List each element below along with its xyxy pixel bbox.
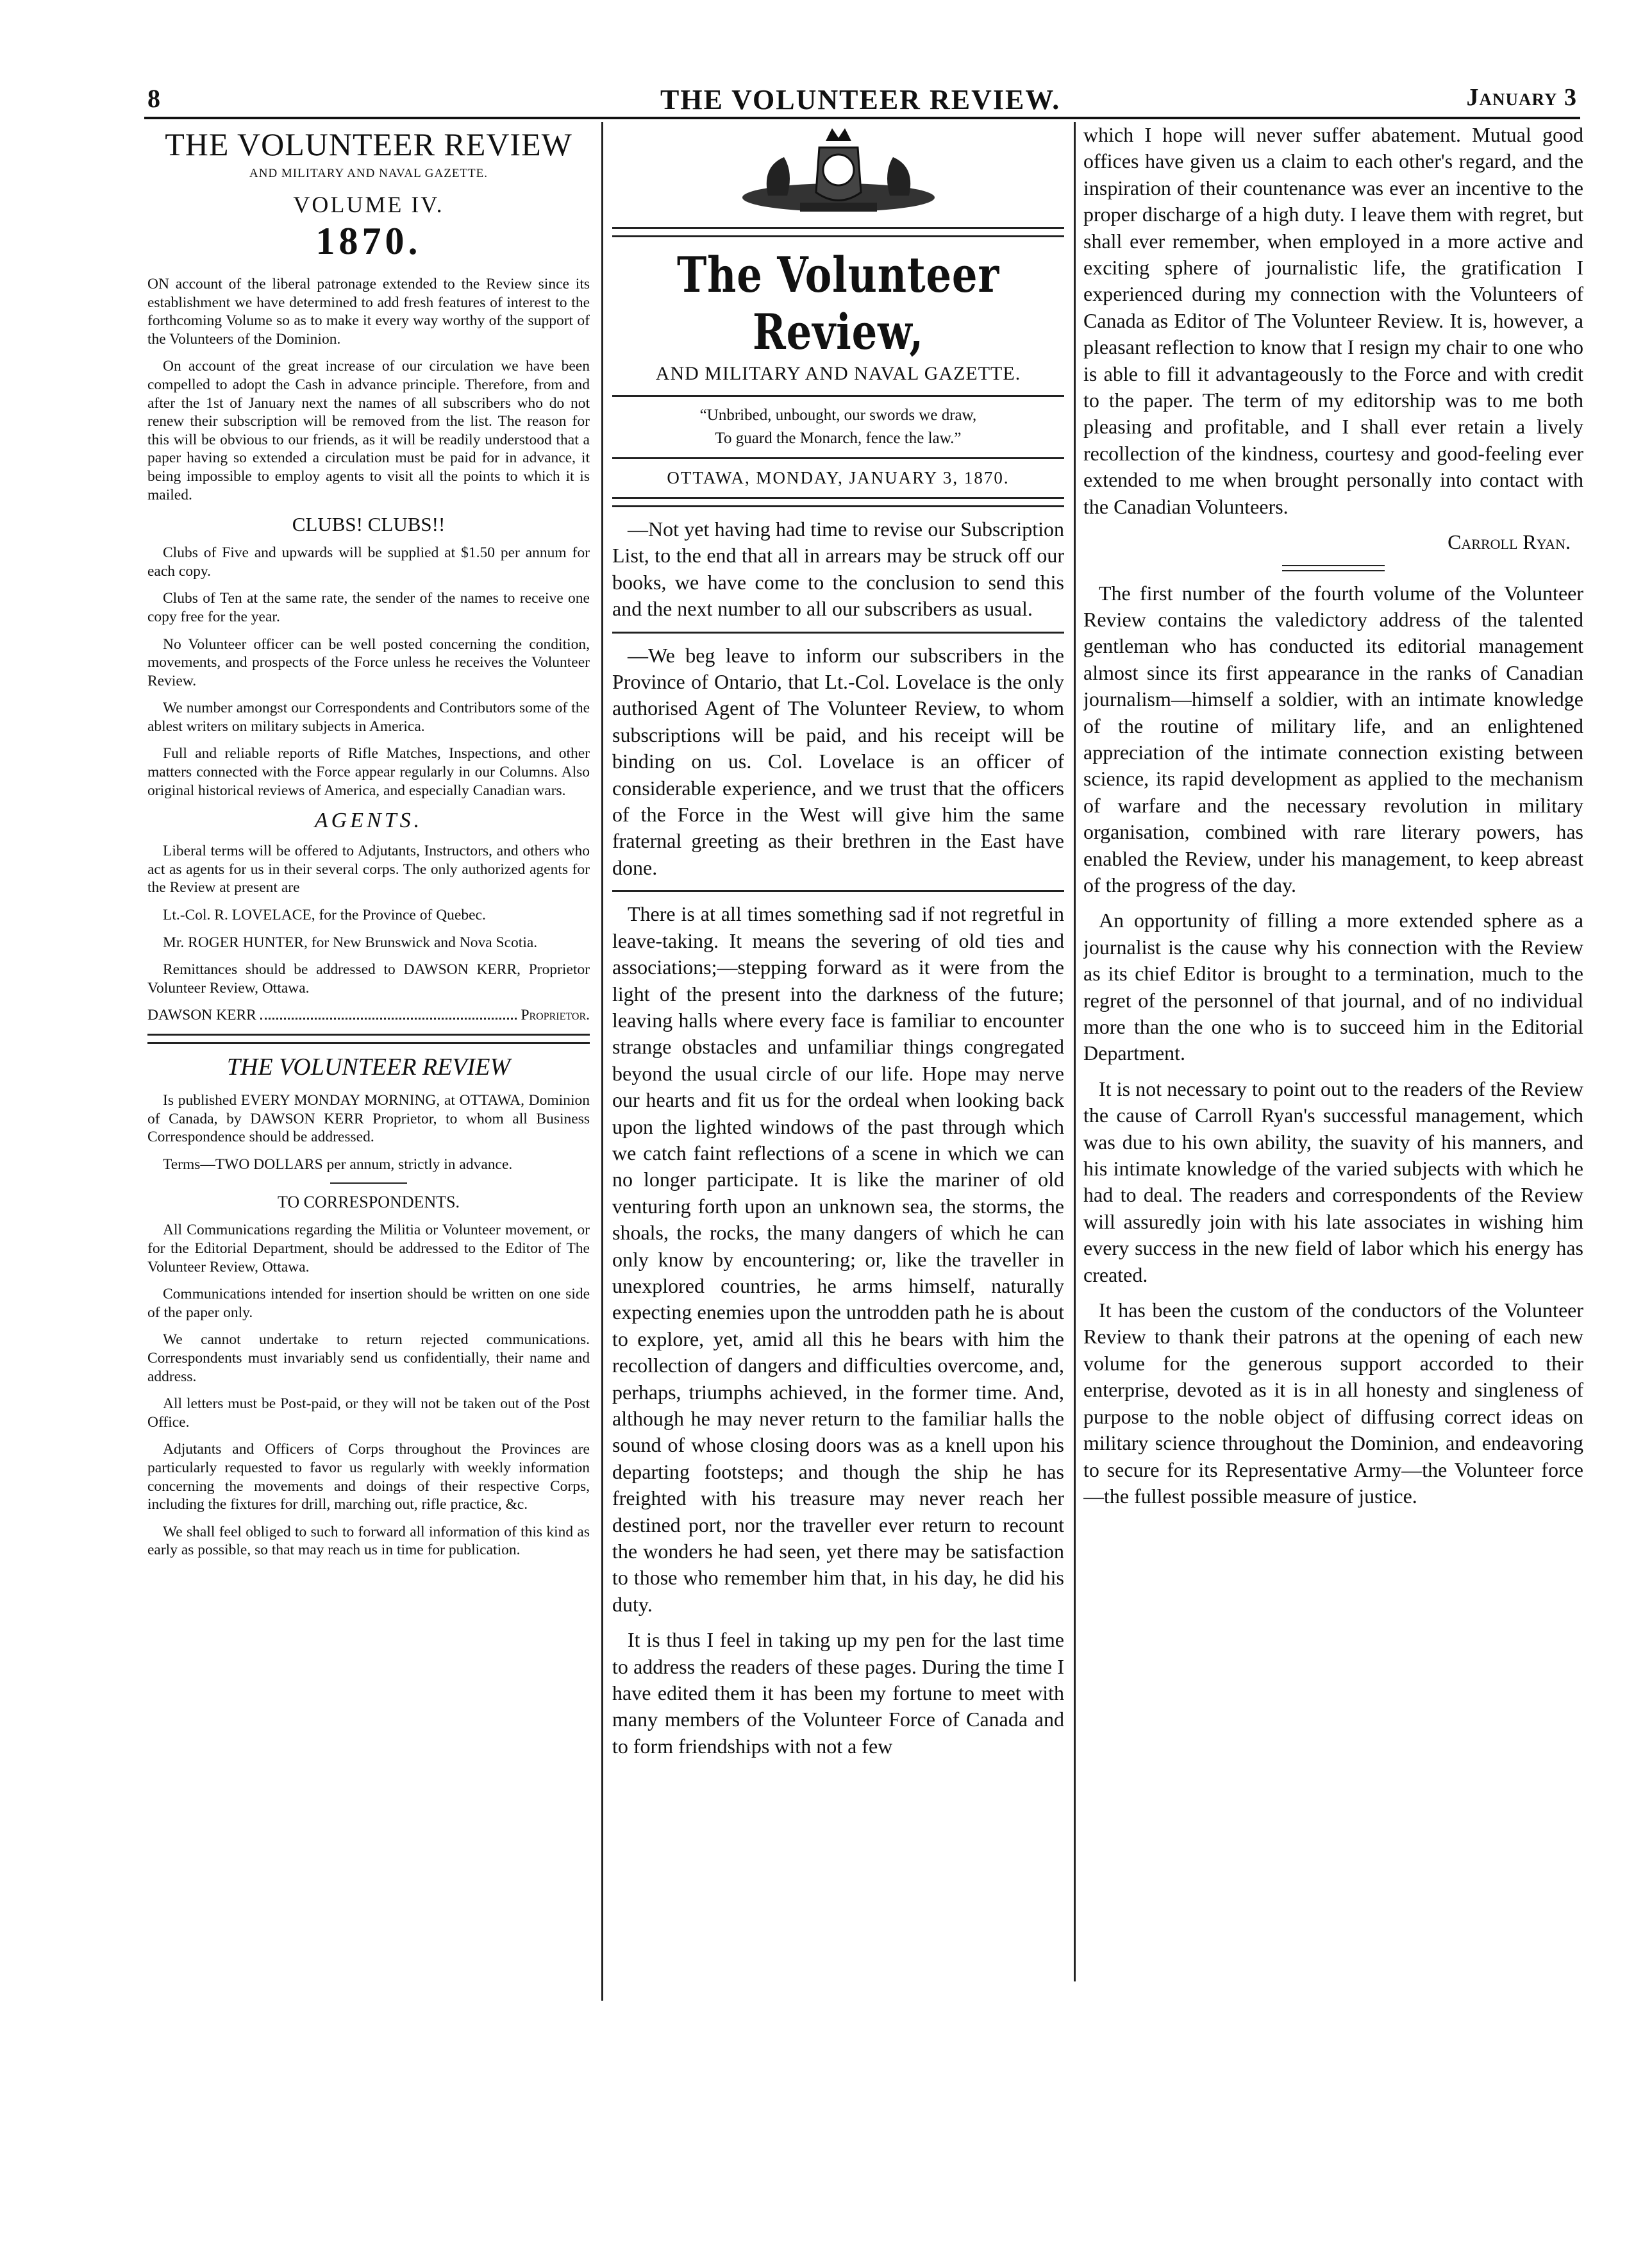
clubs-paragraph: No Volunteer officer can be well posted concerning the condition, movements, and prospects of the Force unless he receives the Volunteer Review. [147,635,590,689]
page-number: 8 [147,84,160,113]
proprietor-title: Proprietor. [521,1007,590,1024]
farewell-paragraph: It is thus I feel in taking up my pen for the last time to address the readers of these pages. During the time I have edited them it has been my fortune to meet with many members of the Volunteer Force of Canada and to form friendships with not a few [612,1628,1064,1758]
masthead-rule-top [612,227,1064,237]
correspondents-paragraph: All letters must be Post-paid, or they will not be taken out of the Post Office. [147,1395,590,1431]
clubs-heading: CLUBS! CLUBS!! [292,513,446,536]
agents-paragraph: Lt.-Col. R. LOVELACE, for the Province of Quebec. [163,907,486,924]
short-rule [330,1182,407,1184]
column-divider-right [1074,122,1076,1981]
notice-paragraph: —Not yet having had time to revise our Subscription List, to the end that all in arrears may be struck off our books, we have come to the conclusion to send this and the next number to all our subscribers as usual. [612,517,1064,621]
dateline-rule-bottom [612,497,1064,507]
editorial-paragraph: It is not necessary to point out to the readers of the Review the cause of Carroll Ryan's successful management, which was due to his own ability, the suavity of his manners, and his intimate knowledge of the varied subjects with which he had to deal. The readers and correspondents of the Review will assuredly join with his late associates in wishing him every success in the new field of labor which his energy has created. [1083,1077,1583,1286]
review-title: THE VOLUNTEER REVIEW [165,126,572,162]
proprietor-name: DAWSON KERR [147,1007,256,1024]
clubs-paragraph: Clubs of Ten at the same rate, the sender of the names to receive one copy free for the year. [147,590,590,625]
correspondents-paragraph: All Communications regarding the Militia or Volunteer movement, or for the Editorial Department, should be addressed to the Editor of The Volunteer Review, Ottawa. [147,1222,590,1275]
header-rule [144,117,1580,119]
dateline: OTTAWA, MONDAY, JANUARY 3, 1870. [667,468,1010,487]
masthead-subtitle: AND MILITARY AND NAVAL GAZETTE. [655,363,1021,384]
clubs-paragraph: Full and reliable reports of Rifle Matches, Inspections, and other matters connected with the Force appear regularly in our Columns. Also original historical reviews of America, and especially Canadian wars. [147,745,590,799]
correspondents-paragraph: We cannot undertake to return rejected communications. Correspondents must invariably send us confidentially, their name and address. [147,1331,590,1385]
editorial-paragraph: The first number of the fourth volume of the Volunteer Review contains the valedictory address of the talented gentleman who has conducted its editorial management almost since its first appearance in the ranks of Canadian journalism—himself a soldier, with an intimate knowledge of the routine of military life, and an enlightened appreciation of the intimate connection existing between science, its rapid development as applied to the mechanism of warfare and the necessary revolution in military organisation, combined with rare literary powers, has enabled the Review, under his management, to keep abreast of the progress of the day. [1083,581,1583,896]
notice-divider [612,632,1064,634]
left-column [147,122,590,2001]
clubs-paragraph: We number amongst our Correspondents and Contributors some of the ablest writers on military subjects in America. [147,700,590,735]
correspondents-paragraph: Adjutants and Officers of Corps throughout the Provinces are particularly requested to favor us regularly with weekly information concerning the movements and doings of their respective Corps, including the fixtures for drill, marching out, rifle practice, &c. [147,1441,590,1513]
issue-date: January 3 [1466,84,1577,111]
intro-paragraph: ON account of the liberal patronage extended to the Review since its establishment we have determined to add fresh features of interest to the forthcoming Volume so as to make it every way worthy of the support of the Volunteers of the Dominion. [147,276,590,348]
signature: Carroll Ryan. [1448,530,1571,554]
clubs-paragraph: Clubs of Five and upwards will be supplied at $1.50 per annum for each copy. [147,544,590,580]
agents-paragraph: Remittances should be addressed to DAWSON KERR, Proprietor Volunteer Review, Ottawa. [147,961,590,996]
motto-line: “Unbribed, unbought, our swords we draw, [699,407,977,424]
proprietor-line [147,1006,590,1025]
agents-heading: AGENTS. [314,809,423,833]
intro-paragraph: On account of the great increase of our circulation we have been compelled to adopt the Cash in advance principle. Therefore, from and after the 1st of January next the names of all subscribers who do not renew their subscription will be removed from the list. The reason for this will be obvious to our friends, as it will be readily understood that a paper having so extended a circulation must be paid for in advance, it being impossible to employ agents to visit all the points to which it is mailed. [147,358,590,503]
editorial-paragraph: It has been the custom of the conductors of the Volunteer Review to thank their patrons at the opening of each new volume for the generous support accorded to their enterprise, devoted as it is in all honesty and singleness of purpose to the noble object of diffusing correct ideas on military science throughout the Dominion, and endeavoring to secure for its Representative Army—the Volunteer force—the fullest possible measure of justice. [1083,1299,1583,1508]
middle-column [612,122,1064,1994]
notice-divider [612,890,1064,892]
year-heading: 1870. [315,220,422,262]
correspondents-paragraph: Communications intended for insertion should be written on one side of the paper only. [147,1286,590,1321]
correspondents-paragraph: We shall feel obliged to such to forward all information of this kind as early as possible, so that may reach us in time for publication. [147,1523,590,1559]
correspondents-heading: TO CORRESPONDENTS. [277,1193,460,1212]
notice-paragraph: —We beg leave to inform our subscribers in the Province of Ontario, that Lt.-Col. Lovelace is the only authorised Agent of The Volunteer Review, to whom subscriptions will be paid, and his receipt will be binding on us. Col. Lovelace is an officer of considerable experience, and we trust that the officers of the Force in the West will give him the same fraternal greeting as their brethren in the East have done. [612,643,1064,879]
motto-rule-top [612,395,1064,397]
volume-heading: VOLUME IV. [293,192,444,217]
royal-crest-icon [723,122,954,218]
right-column [1083,122,1583,1981]
running-title: THE VOLUNTEER REVIEW. [660,84,1061,115]
publication-title: THE VOLUNTEER REVIEW [226,1054,511,1080]
publication-paragraph: Terms—TWO DOLLARS per annum, strictly in advance. [163,1156,513,1173]
agents-paragraph: Liberal terms will be offered to Adjutants, Instructors, and others who act as agents for us in their several corps. The only authorized agents for the Review at present are [147,843,590,896]
review-subtitle: AND MILITARY AND NAVAL GAZETTE. [249,167,488,180]
agents-paragraph: Mr. ROGER HUNTER, for New Brunswick and Nova Scotia. [163,934,538,951]
motto-line: To guard the Monarch, fence the law.” [715,430,962,447]
leader-dots [260,1006,517,1020]
column-divider-left [601,122,603,2001]
page-header [147,83,1577,117]
dateline-rule-top [612,457,1064,459]
editorial-paragraph: An opportunity of filling a more extended sphere as a journalist is the cause why his connection with the Review as its chief Editor is brought to a termination, much to the regret of the personnel of that journal, and of no individual more than the one who is to succeed him in the Editorial Department. [1083,909,1583,1065]
signature-rule [1282,565,1385,571]
farewell-paragraph: There is at all times something sad if not regretful in leave-taking. It means the severing of old ties and associations;—stepping forward as it were from the light of the present into the darkness of the future; leaving halls where every face is familiar to encounter strange obstacles and unfamiliar things congregated beyond the usual circle of our life. Hope may nerve our hearts and fit us for the ordeal when looking back upon the lighted windows of the past through which we catch faint reflections of a scene in which we can no longer participate. It is like the mariner of old venturing forth upon an unknown sea, the storms, the shoals, the rocks, the many dangers of which he can only know by encountering; or, like the traveller in unexplored countries, he arms himself, naturally expecting enemies upon the untrodden path he is about to explore, yet, amid all this he bears with him the recollection of dangers and difficulties overcome, and, perhaps, triumphs achieved, in the former time. And, although he may never return to the familiar halls the sound of whose closing doors was as a knell upon his departing footsteps; and though the ship he has freighted with his treasure may never reach her destined port, nor the traveller ever return to recount the wonders he had seen, yet there may be satisfaction to those who remember him that, in his day, he did his duty. [612,902,1064,1616]
section-double-rule [147,1034,590,1044]
publication-paragraph: Is published EVERY MONDAY MORNING, at OTTAWA, Dominion of Canada, by DAWSON KERR Proprietor, to whom all Business Correspondence should be addressed. [147,1092,590,1146]
farewell-continued: which I hope will never suffer abatement. Mutual good offices have given us a claim to each other's regard, and the inspiration of their countenance was ever an incentive to the proper discharge of a high duty. I leave them with regret, but shall ever remember, when employed in a more active and exciting sphere of journalistic life, the gratification I experienced during my connection with the Volunteers of Canada as Editor of The Volunteer Review. It is, however, a pleasant reflection to know that I resign my chair to one who is able to fill it advantageously to the Force and with credit to the paper. The term of my editorship was to me both pleasing and profitable, and I shall ever retain a lively recollection of the kindness, courtesy and good-feeling ever extended to me when brought personally into contact with the Canadian Volunteers. [1083,123,1583,518]
masthead-title: The Volunteer Review, [676,246,1000,360]
